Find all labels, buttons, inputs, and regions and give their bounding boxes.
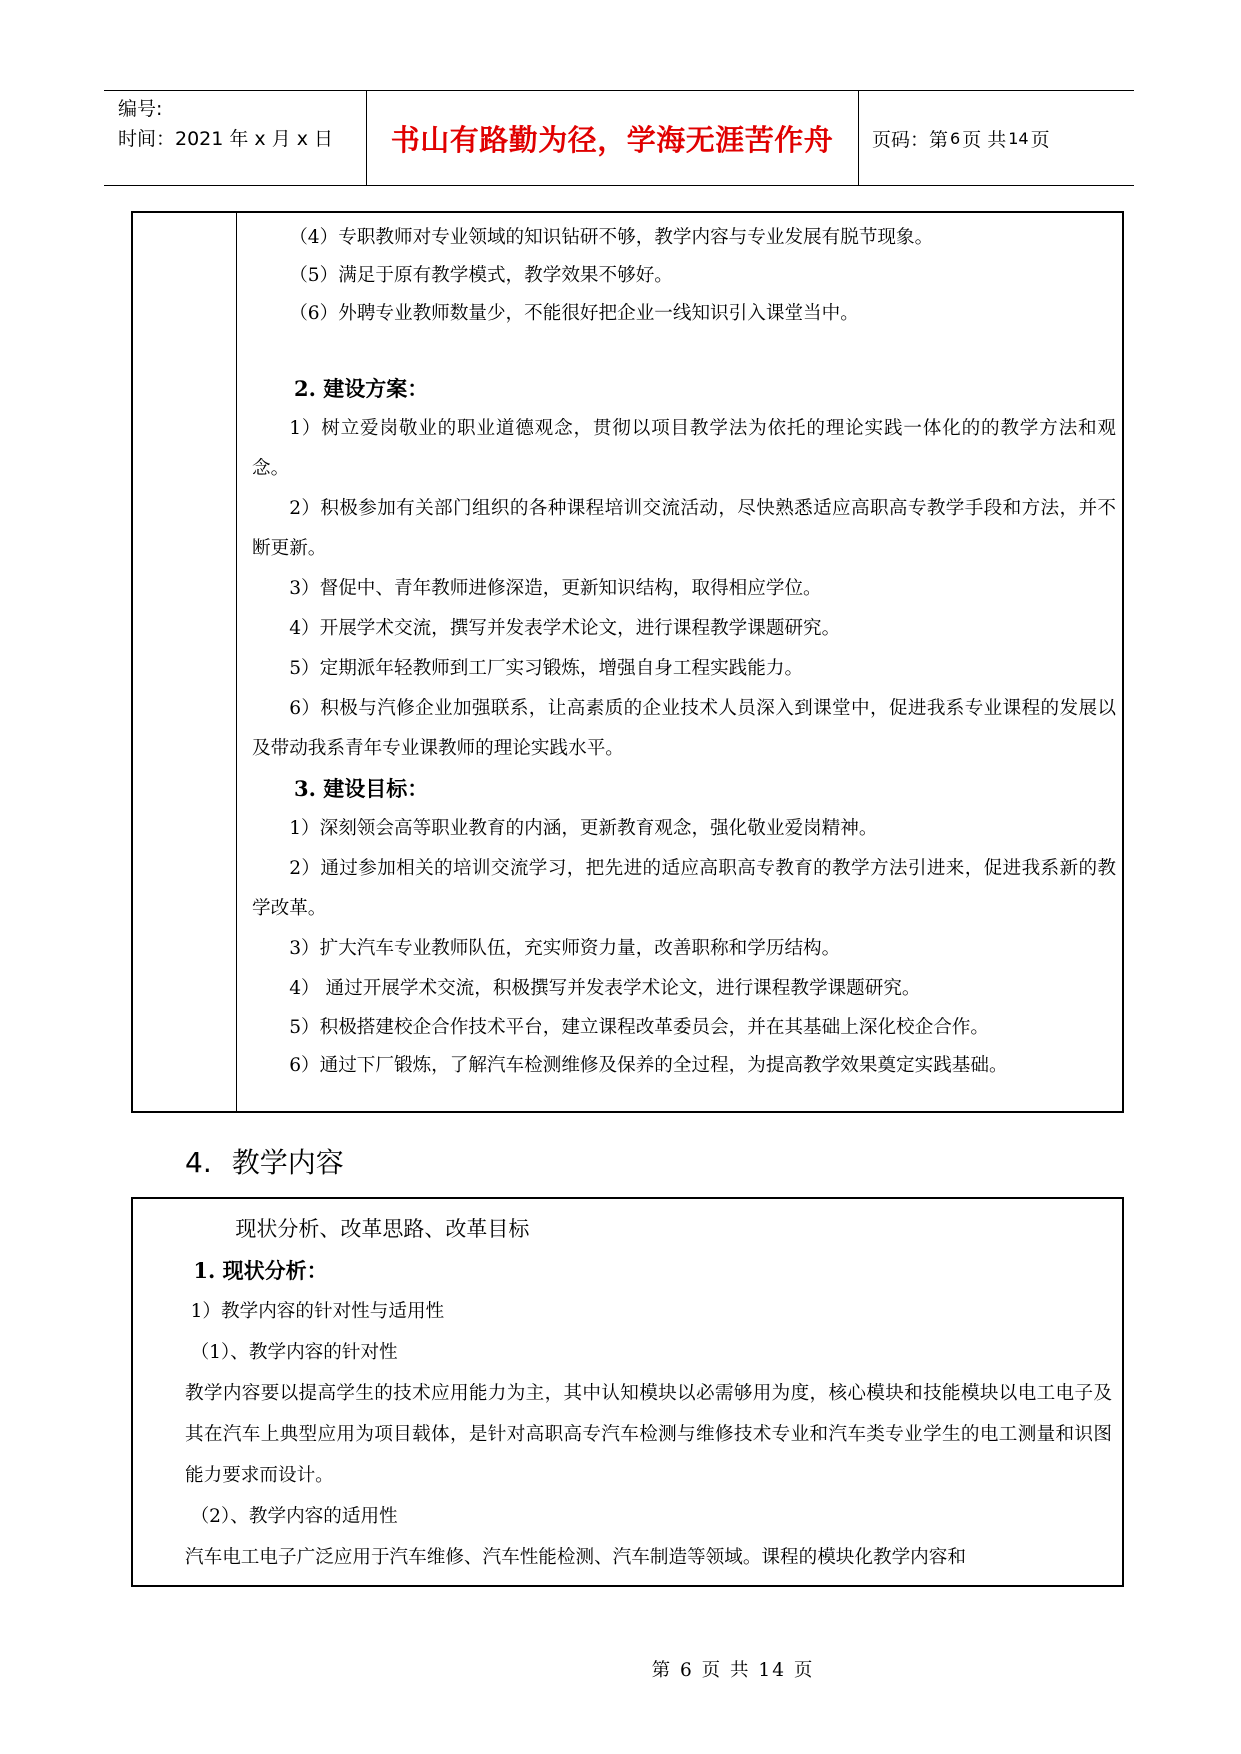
header-page-number xyxy=(858,91,1134,185)
page-suffix: 页 xyxy=(1030,128,1050,151)
plan-item: 2）积极参加有关部门组织的各种课程培训交流活动，尽快熟悉适应高职高专教学手段和方法，并不断更新。 xyxy=(252,498,1116,559)
serial-label: 编号: xyxy=(118,98,163,120)
plan-item: 4）开展学术交流，撰写并发表学术论文，进行课程教学课题研究。 xyxy=(289,618,841,639)
goal-item: 2）通过参加相关的培训交流学习，把先进的适应高职高专教育的教学方法引进来，促进我系新的教学改革。 xyxy=(252,858,1116,919)
goal-item: 1）深刻领会高等职业教育的内涵，更新教育观念，强化敬业爱岗精神。 xyxy=(289,818,878,839)
page-prefix: 页码：第 xyxy=(872,128,949,151)
table-content xyxy=(252,219,1116,1085)
header-meta xyxy=(118,94,333,154)
goal-item: 4） 通过开展学术交流，积极撰写并发表学术论文，进行课程教学课题研究。 xyxy=(289,978,921,999)
plan-heading: 2. 建设方案： xyxy=(294,376,429,401)
analysis-paragraph: 教学内容要以提高学生的技术应用能力为主，其中认知模块以必需够用为度，核心模块和技能模块以电工电子及其在汽车上典型应用为项目载体，是针对高职高专汽车检测与维修技术专业和汽车类专业学生的电工测量和识图能力要求而设计。 xyxy=(185,1383,1112,1486)
analysis-item: 1）教学内容的针对性与适用性 xyxy=(190,1301,445,1322)
analysis-heading: 1. 现状分析： xyxy=(193,1258,328,1283)
goal-item: 3）扩大汽车专业教师队伍，充实师资力量，改善职称和学历结构。 xyxy=(289,938,841,959)
table-column-divider xyxy=(236,213,237,1111)
page-num: 6 xyxy=(950,128,961,148)
plan-item: 1）树立爱岗敬业的职业道德观念，贯彻以项目教学法为依托的理论实践一体化的的教学方法和观念。 xyxy=(252,418,1116,479)
analysis-paragraph: 汽车电工电子广泛应用于汽车维修、汽车性能检测、汽车制造等领域。课程的模块化教学内容和 xyxy=(185,1547,966,1568)
section-number: 4. xyxy=(185,1146,212,1179)
goal-item: 6）通过下厂锻炼，了解汽车检测维修及保养的全过程，为提高教学效果奠定实践基础。 xyxy=(289,1055,1008,1076)
problem-item: （4）专职教师对专业领域的知识钻研不够，教学内容与专业发展有脱节现象。 xyxy=(289,227,934,248)
header-motto: 书山有路勤为径，学海无涯苦作舟 xyxy=(390,122,834,157)
section-title xyxy=(185,1143,344,1183)
page-mid: 页 共 xyxy=(962,128,1007,151)
analysis-subitem: （1）、教学内容的针对性 xyxy=(190,1342,398,1363)
problem-item: （5）满足于原有教学模式，教学效果不够好。 xyxy=(289,265,673,286)
table-content xyxy=(185,1207,1112,1578)
page-header xyxy=(104,90,1134,186)
page-footer: 第 6 页 共 14 页 xyxy=(651,1660,815,1681)
goal-item: 5）积极搭建校企合作技术平台，建立课程改革委员会，并在其基础上深化校企合作。 xyxy=(289,1017,989,1038)
plan-item: 3）督促中、青年教师进修深造，更新知识结构，取得相应学位。 xyxy=(289,578,822,599)
section-title-text: 教学内容 xyxy=(231,1146,344,1179)
lead-line: 现状分析、改革思路、改革目标 xyxy=(235,1217,530,1241)
problem-item: （6）外聘专业教师数量少，不能很好把企业一线知识引入课堂当中。 xyxy=(289,303,859,324)
analysis-subitem: （2）、教学内容的适用性 xyxy=(190,1506,398,1527)
plan-item: 6）积极与汽修企业加强联系，让高素质的企业技术人员深入到课堂中，促进我系专业课程的发展以及带动我系青年专业课教师的理论实践水平。 xyxy=(252,698,1116,759)
teaching-content-table xyxy=(131,1197,1124,1587)
plan-item: 5）定期派年轻教师到工厂实习锻炼，增强自身工程实践能力。 xyxy=(289,658,804,679)
page-total: 14 xyxy=(1008,128,1029,148)
teacher-construction-table xyxy=(131,211,1124,1113)
goal-heading: 3. 建设目标： xyxy=(294,776,429,801)
time-label: 时间：2021 年 x 月 x 日 xyxy=(118,128,334,150)
